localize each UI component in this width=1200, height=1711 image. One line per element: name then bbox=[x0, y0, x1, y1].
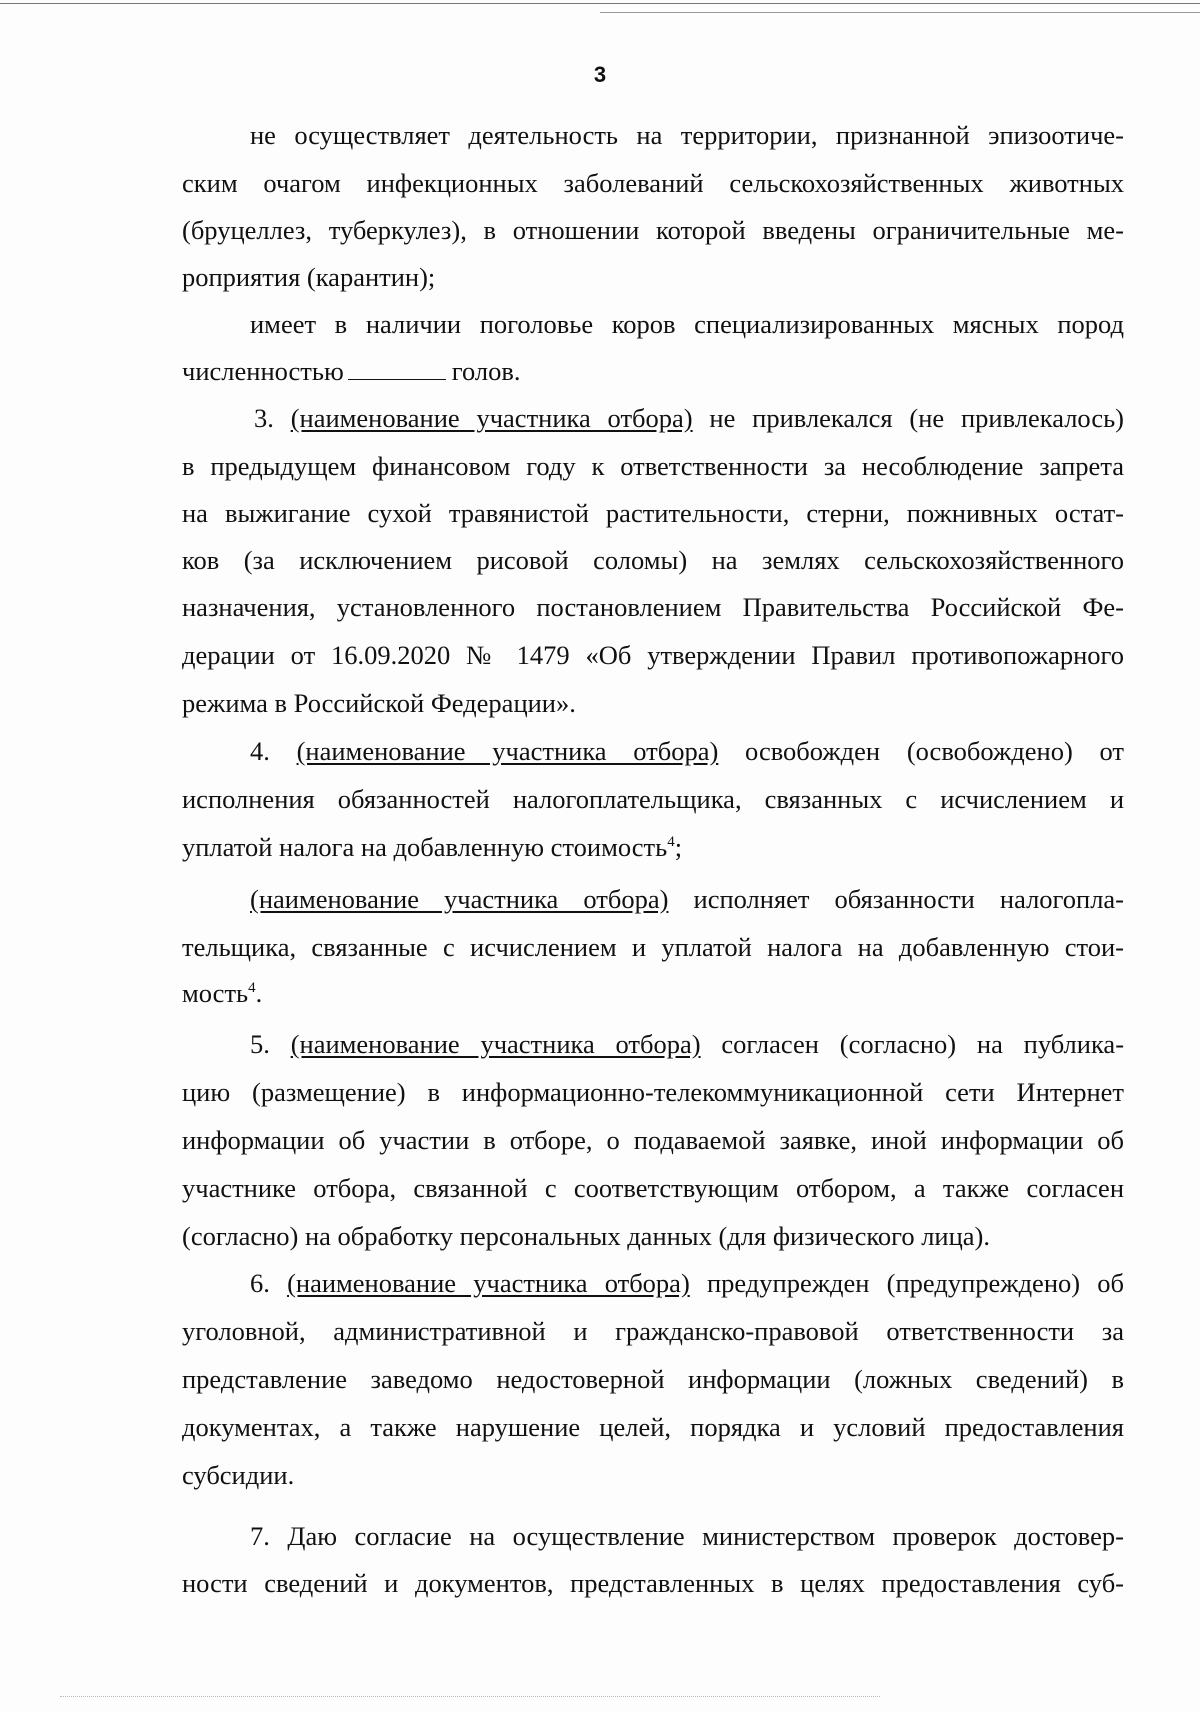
participant-name-placeholder: (наименование участника отбора) bbox=[290, 403, 693, 433]
text-line: ским очагом инфекционных заболеваний сельскохозяйственных животных bbox=[182, 168, 1124, 198]
text-line: цию (размещение) в информационно-телекоммуникационной сети Интернет bbox=[182, 1077, 1124, 1107]
participant-name-placeholder: (наименование участника отбора) bbox=[290, 1029, 701, 1059]
scan-edge-noise bbox=[60, 1696, 880, 1697]
text-line: роприятия (карантин); bbox=[182, 262, 436, 292]
participant-name-placeholder: (наименование участника отбора) bbox=[296, 736, 719, 766]
text-line: уголовной, административной и гражданско-правовой ответственности за bbox=[182, 1316, 1124, 1346]
herd-count-blank[interactable] bbox=[348, 355, 446, 380]
text-line: (бруцеллез, туберкулез), в отношении которой введены ограничительные ме- bbox=[182, 215, 1124, 245]
item-6-first-line: 6. (наименование участника отбора) предупрежден (предупреждено) об bbox=[250, 1268, 1124, 1298]
text-line: (согласно) на обработку персональных данных (для физического лица). bbox=[182, 1221, 991, 1251]
text-line: дерации от 16.09.2020 № 1479 «Об утверждении Правил противопожарного bbox=[182, 640, 1124, 670]
text-line: представление заведомо недостоверной информации (ложных сведений) в bbox=[182, 1364, 1124, 1394]
text-fragment: численностью bbox=[182, 356, 344, 386]
text-line: на выжигание сухой травянистой растительности, стерни, пожнивных остат- bbox=[182, 498, 1124, 528]
item-4-alt-first-line: (наименование участника отбора) исполняет обязанности налогопла- bbox=[250, 884, 1124, 914]
text-line: ности сведений и документов, представленных в целях предоставления суб- bbox=[182, 1568, 1124, 1598]
text-line: в предыдущем финансовом году к ответственности за несоблюдение запрета bbox=[182, 451, 1124, 481]
text-line: тельщика, связанные с исчислением и уплатой налога на добавленную стои- bbox=[182, 932, 1124, 962]
text-fragment: голов. bbox=[451, 356, 521, 386]
page-number: 3 bbox=[593, 62, 607, 87]
text-line: документах, а также нарушение целей, порядка и условий предоставления bbox=[182, 1412, 1124, 1442]
text-line-with-footnote: мость$^4$. bbox=[182, 978, 263, 1008]
text-line: назначения, установленного постановлением Правительства Российской Фе- bbox=[182, 592, 1124, 622]
text-line: имеет в наличии поголовье коров специализированных мясных пород bbox=[250, 309, 1124, 339]
text-line: ков (за исключением рисовой соломы) на землях сельскохозяйственного bbox=[182, 545, 1124, 575]
footnote-ref: 4 bbox=[248, 980, 256, 997]
item-4-first-line: 4. (наименование участника отбора) освобожден (освобождено) от bbox=[250, 736, 1124, 766]
text-line: информации об участии в отборе, о подаваемой заявке, иной информации об bbox=[182, 1125, 1124, 1155]
text-line: участнике отбора, связанной с соответствующим отбором, а также согласен bbox=[182, 1173, 1124, 1203]
scan-top-edge bbox=[0, 3, 1200, 4]
item-7-first-line: 7. Даю согласие на осуществление министерством проверок достовер- bbox=[250, 1521, 1124, 1551]
footnote-ref: 4 bbox=[667, 834, 675, 851]
participant-name-placeholder: (наименование участника отбора) bbox=[287, 1268, 690, 1298]
text-line-with-footnote: уплатой налога на добавленную стоимость$^4$; bbox=[182, 832, 683, 862]
text-line: исполнения обязанностей налогоплательщика, связанных с исчислением и bbox=[182, 784, 1124, 814]
participant-name-placeholder: (наименование участника отбора) bbox=[250, 884, 669, 914]
text-line: субсидии. bbox=[182, 1460, 295, 1490]
text-line: режима в Российской Федерации». bbox=[182, 688, 576, 718]
item-3-first-line: 3. (наименование участника отбора) не привлекался (не привлекалось) bbox=[254, 403, 1125, 433]
item-5-first-line: 5. (наименование участника отбора) согласен (согласно) на публика- bbox=[250, 1029, 1125, 1059]
text-line-with-blank bbox=[182, 354, 1124, 388]
scan-top-edge-inner bbox=[600, 12, 1200, 13]
text-line: не осуществляет деятельность на территории, признанной эпизоотиче- bbox=[250, 120, 1124, 150]
